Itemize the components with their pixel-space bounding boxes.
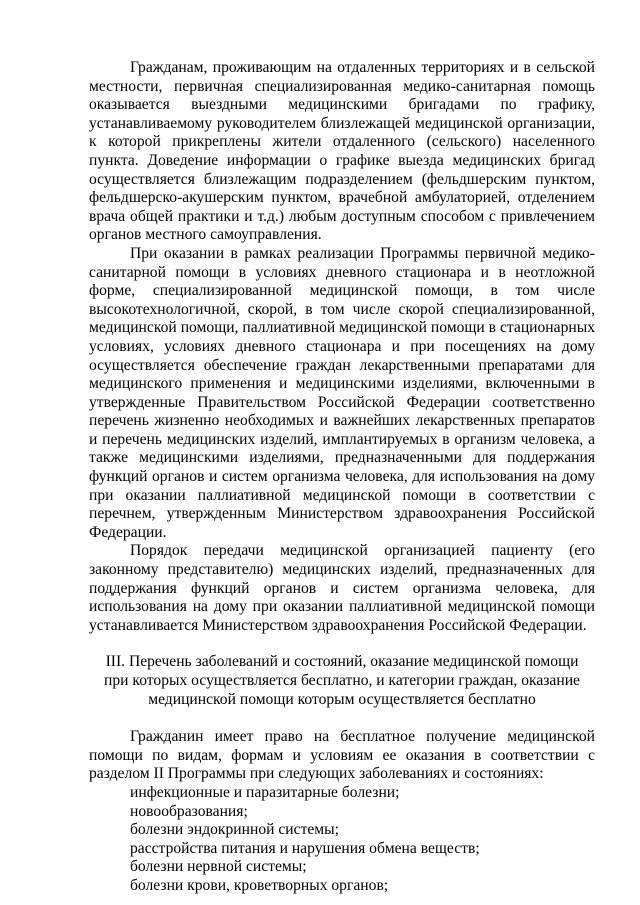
paragraph-device-transfer: Порядок передачи медицинской организацией пациенту (его законному представителю) медицинских изделий, предназначенных для поддержания функций органов и систем организма человека, для использования на дому при оказании паллиативной медицинской помощи устанавливается Министерством здравоохранения Российской Федерации.	[89, 542, 595, 634]
list-item: болезни крови, кроветворных органов;	[130, 876, 389, 894]
list-item: болезни эндокринной системы;	[130, 821, 339, 839]
paragraph-drug-provision: При оказании в рамках реализации Программы первичной медико-санитарной помощи в условиях дневного стационара и в неотложной форме, специализированной медицинской помощи, в том числе высокотехнологичной, скорой, в том числе скорой специализированной, медицинской помощи, паллиативной медицинской помощи в стационарных условиях, условиях дневного стационара и при посещениях на дому осуществляется обеспечение граждан лекарственными препаратами для медицинского применения и медицинскими изделиями, включенными в утвержденные Правительством Российской Федерации соответственно перечень жизненно необходимых и важнейших лекарственных препаратов и перечень медицинских изделий, имплантируемых в организм человека, а также медицинскими изделиями, предназначенными для поддержания функций органов и систем организма человека, для использования на дому при оказании паллиативной медицинской помощи в соответствии с перечнем, утвержденным Министерством здравоохранения Российской Федерации.	[89, 244, 595, 541]
document-body	[89, 59, 595, 896]
spacer	[89, 709, 595, 728]
list-item: расстройства питания и нарушения обмена веществ;	[130, 839, 480, 857]
spacer	[89, 635, 595, 653]
conditions-list	[89, 784, 595, 896]
list-item: новообразования;	[130, 802, 248, 820]
section-title: III. Перечень заболеваний и состояний, оказание медицинской помощи при которых осуществляется бесплатно, и категории граждан, оказание медицинской помощи которым осуществляется бесплатно	[104, 653, 580, 708]
paragraph-remote-territories: Гражданам, проживающим на отдаленных территориях и в сельской местности, первичная специализированная медико-санитарная помощь оказывается выездными медицинскими бригадами по графику, устанавливаемому руководителем близлежащей медицинской организации, к которой прикреплены жители отдаленного (сельского) населенного пункта. Доведение информации о графике выезда медицинских бригад осуществляется близлежащим подразделением (фельдшерским пунктом, фельдшерско-акушерским пунктом, врачебной амбулаторией, отделением врача общей практики и т.д.) любым доступным способом с привлечением органов местного самоуправления.	[89, 59, 595, 244]
list-item: инфекционные и паразитарные болезни;	[130, 783, 400, 801]
list-item: болезни нервной системы;	[130, 858, 307, 876]
paragraph-intro: Гражданин имеет право на бесплатное получение медицинской помощи по видам, формам и условиям ее оказания в соответствии с разделом II Программы при следующих заболеваниях и состояниях:	[89, 728, 595, 783]
